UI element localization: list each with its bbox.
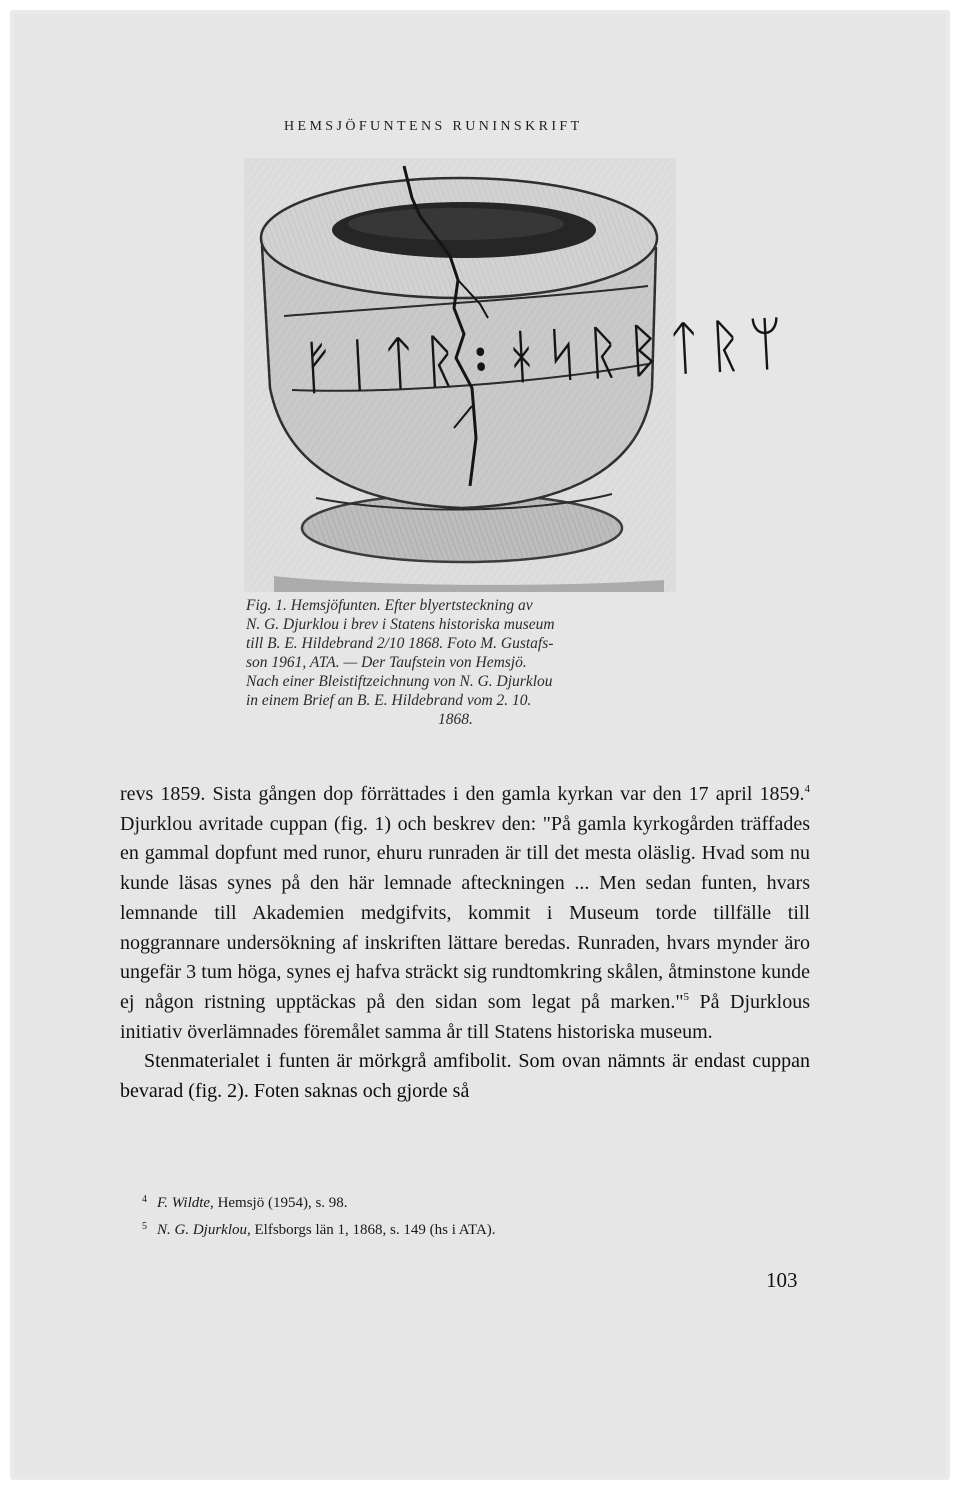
caption-line: in einem Brief an B. E. Hildebrand vom 2. 10. — [246, 692, 532, 709]
footnote-5 — [142, 1215, 802, 1242]
footnote-text: Hemsjö (1954), s. 98. — [213, 1195, 348, 1211]
footnotes — [142, 1188, 802, 1242]
page-number: 103 — [766, 1268, 798, 1292]
body-text — [120, 780, 810, 1107]
caption-line: N. G. Djurklou i brev i Statens historiska museum — [246, 616, 555, 633]
paragraph-2: Stenmaterialet i funten är mörkgrå amfibolit. Som ovan nämnts är endast cuppan bevarad (fig. 2). Foten saknas och gjorde så — [120, 1050, 810, 1103]
font-sketch — [244, 158, 792, 592]
caption-line: Fig. 1. Hemsjöfunten. Efter blyertsteckning av — [246, 597, 533, 614]
paragraph-1-part-b: Djurklou avritade cuppan (fig. 1) och beskrev den: "På gamla kyrkogården träffades en gammal dopfunt med runor, ehuru runraden är till det mesta oläslig. Hvad som nu kunde läsas synes på den här lemnade afteckningen ... Men sedan funten, hvars lemnande till Akademien medgifvits, kommit i Museum torde tillfälle till noggrannare undersökning af inskriften lättare beredas. Runraden, hvars mynder äro ungefär 3 tum höga, synes ej hafva sträckt sig rundtomkring skålen, åtminstone kunde ej någon ristning upptäckas på den sidan som legat på marken." — [120, 812, 810, 1013]
rune-inscription: ᚠᛁᛏᚱ᛬ᚼᛋᚱᛒᛏᚱᛘ — [298, 308, 792, 403]
paragraph-1 — [120, 780, 810, 1047]
paragraph-1-part-c: På Djurklous initiativ överlämnades föremålet samma år till Statens historiska museum. — [120, 990, 810, 1043]
caption-line: son 1961, ATA. — Der Taufstein von Hemsjö. — [246, 654, 527, 671]
figure-caption — [246, 596, 678, 729]
footnote-author: N. G. Djurklou, — [157, 1222, 251, 1238]
paragraph-1-part-a: revs 1859. Sista gången dop förrättades i den gamla kyrkan var den 17 april 1859. — [120, 783, 805, 805]
caption-line: till B. E. Hildebrand 2/10 1868. Foto M. Gustafs- — [246, 635, 554, 652]
footnote-number: 5 — [142, 1221, 147, 1232]
footnote-ref-4: 4 — [804, 783, 810, 795]
footnote-number: 4 — [142, 1194, 147, 1205]
footnote-author: F. Wildte, — [157, 1195, 214, 1211]
running-head: HEMSJÖFUNTENS RUNINSKRIFT — [284, 119, 583, 134]
footnote-4 — [142, 1188, 802, 1215]
figure-baptismal-font-drawing — [244, 158, 792, 592]
footnote-text: Elfsborgs län 1, 1868, s. 149 (hs i ATA). — [250, 1222, 496, 1238]
caption-line: 1868. — [438, 711, 473, 728]
footnote-ref-5: 5 — [683, 990, 690, 1003]
caption-line: Nach einer Bleistiftzeichnung von N. G. Djurklou — [246, 673, 553, 690]
